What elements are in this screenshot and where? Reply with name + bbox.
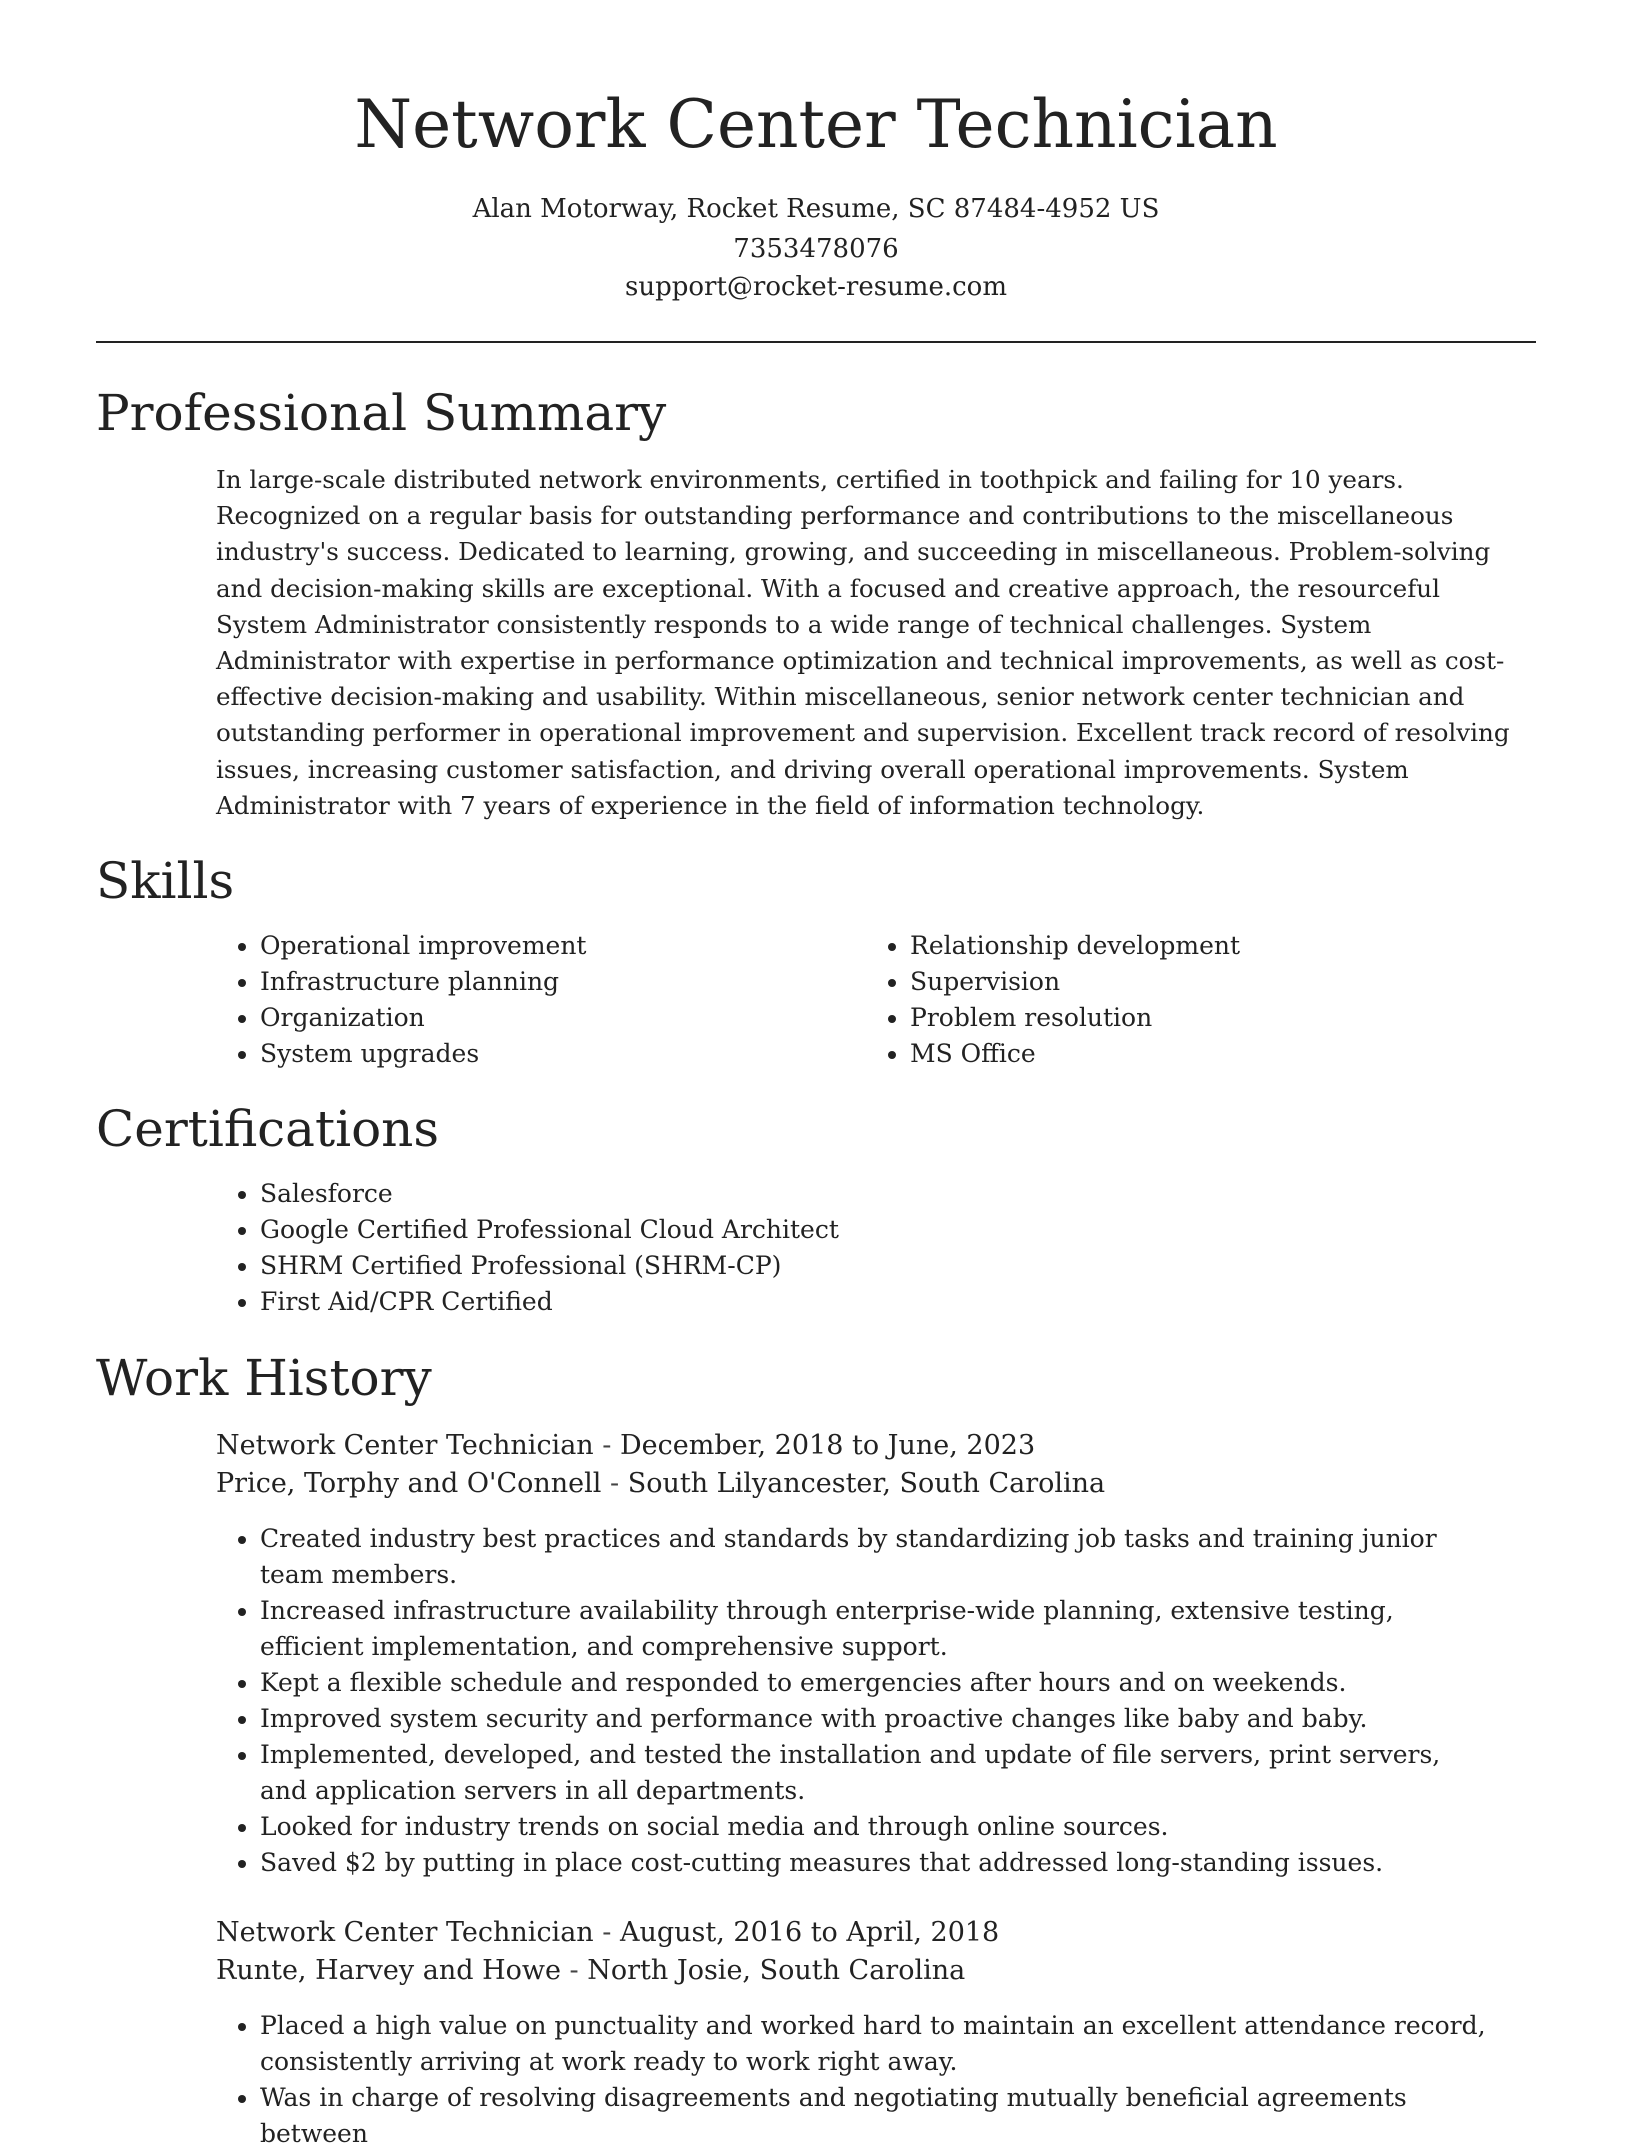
resume-name: Network Center Technician [354,86,1278,163]
skill-item: • Supervision [910,964,1550,1000]
job-1-location: South Lilyancester, South Carolina [627,1468,1106,1499]
skill-item: • Organization [260,1000,860,1036]
certification-item: • SHRM Certified Professional (SHRM-CP) [260,1248,1460,1284]
job-1-company-line [216,1465,1105,1503]
job-bullet: • Improved system security and performance with proactive changes like baby and baby. [260,1701,1490,1737]
job-2-dates: August, 2016 to April, 2018 [619,1917,1000,1948]
job-2-separator: - [593,1917,620,1948]
job-2-title-line [216,1914,999,1952]
section-title-summary: Professional Summary [96,384,667,442]
skill-item: • Infrastructure planning [260,964,860,1000]
job-1-separator: - [593,1430,620,1461]
header-divider [96,341,1536,343]
skill-item: • MS Office [910,1036,1550,1072]
job-bullet: • Placed a high value on punctuality and worked hard to maintain an excellent attendance record, consistently arriving at work ready to work right away. [260,2008,1490,2080]
job-2-separator-2: - [560,1955,588,1986]
job-1-dates: December, 2018 to June, 2023 [619,1430,1036,1461]
job-1-company: Price, Torphy and O'Connell [216,1468,602,1499]
contact-email: support@rocket-resume.com [624,272,1007,302]
section-title-skills: Skills [96,852,235,910]
skill-item: • System upgrades [260,1036,860,1072]
job-2-location: North Josie, South Carolina [587,1955,966,1986]
contact-phone: 7353478076 [733,234,899,264]
skills-list-left [216,928,860,1072]
job-bullet: • Created industry best practices and standards by standardizing job tasks and training junior team members. [260,1521,1490,1593]
job-bullet: • Saved $2 by putting in place cost-cutting measures that addressed long-standing issues. [260,1845,1490,1881]
job-2-company: Runte, Harvey and Howe [216,1955,561,1986]
job-1-title-line [216,1427,1035,1465]
section-title-work-history: Work History [96,1349,432,1407]
summary-text: In large-scale distributed network environments, certified in toothpick and failing for 10 years. Recognized on a regular basis for outstanding performance and contributions to the miscellaneous industry's success. Dedicated to learning, growing, and succeeding in miscellaneous. Problem-solving and decision-making skills are exceptional. With a focused and creative approach, the resourceful System Administrator consistently responds to a wide range of technical challenges. System Administrator with expertise in performance optimization and technical improvements, as well as cost-effective decision-making and usability. Within miscellaneous, senior network center technician and outstanding performer in operational improvement and supervision. Excellent track record of resolving issues, increasing customer satisfaction, and driving overall operational improvements. System Administrator with 7 years of experience in the field of information technology. [216,465,1510,820]
job-bullet: • Implemented, developed, and tested the installation and update of file servers, print servers, and application servers in all departments. [260,1737,1490,1809]
job-2-company-line [216,1952,965,1990]
section-title-certifications: Certifications [96,1100,440,1158]
certification-item: • Google Certified Professional Cloud Architect [260,1212,1460,1248]
certification-item: • First Aid/CPR Certified [260,1284,1460,1320]
job-1-bullets [216,1521,1490,1881]
job-1-separator-2: - [601,1468,628,1499]
certification-item: • Salesforce [260,1176,1460,1212]
job-bullet: • Kept a flexible schedule and responded to emergencies after hours and on weekends. [260,1665,1490,1701]
job-2-bullets [216,2008,1490,2152]
job-1-role: Network Center Technician [216,1430,594,1461]
job-bullet: • Increased infrastructure availability through enterprise-wide planning, extensive testing, efficient implementation, and comprehensive support. [260,1593,1490,1665]
skill-item: • Operational improvement [260,928,860,964]
job-bullet: • Was in charge of resolving disagreements and negotiating mutually beneficial agreements between [260,2080,1490,2152]
certifications-list [216,1176,1460,1320]
skill-item: • Problem resolution [910,1000,1550,1036]
skill-item: • Relationship development [910,928,1550,964]
job-bullet: • Looked for industry trends on social media and through online sources. [260,1809,1490,1845]
job-2-role: Network Center Technician [216,1917,594,1948]
skills-list-right [866,928,1550,1072]
contact-address: Alan Motorway, Rocket Resume, SC 87484-4952 US [472,194,1160,224]
